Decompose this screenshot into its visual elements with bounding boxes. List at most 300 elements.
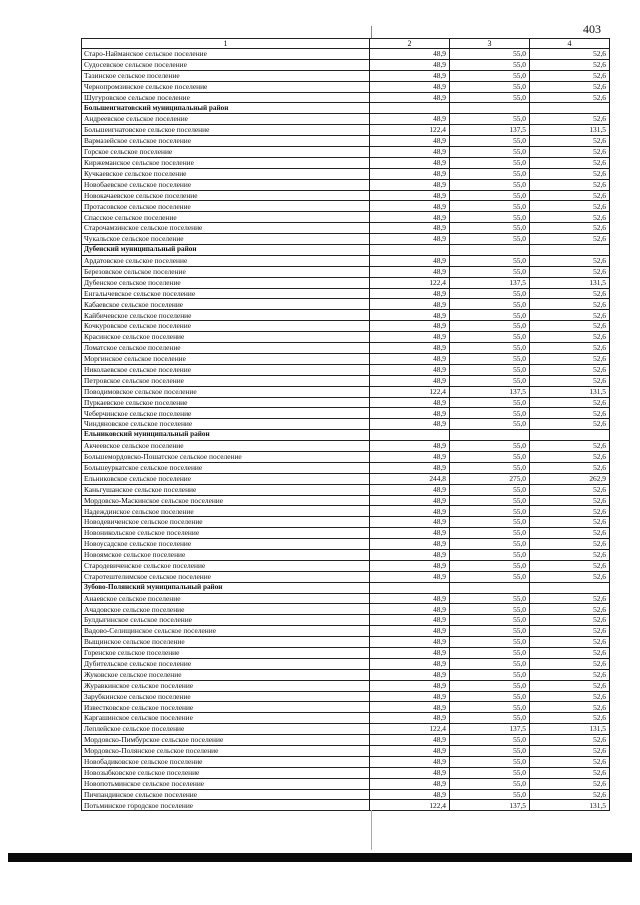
value-col4-cell: 52,6 — [530, 364, 610, 375]
value-col2-cell: 48,9 — [370, 92, 450, 103]
settlement-name-cell: Зубово-Полянский муниципальный район — [82, 582, 370, 593]
value-col2-cell: 48,9 — [370, 604, 450, 615]
value-col2-cell: 48,9 — [370, 680, 450, 691]
value-col4-cell: 52,6 — [530, 49, 610, 60]
settlement-name-cell: Кабаевское сельское поселение — [82, 299, 370, 310]
table-row — [82, 746, 610, 757]
value-col3-cell: 55,0 — [450, 288, 530, 299]
settlement-name-cell: Старо-Найманское сельское поселение — [82, 49, 370, 60]
value-col2-cell: 48,9 — [370, 647, 450, 658]
table-row — [82, 637, 610, 648]
value-col2-cell: 48,9 — [370, 517, 450, 528]
settlement-name-cell: Новодевиченское сельское поселение — [82, 517, 370, 528]
table-row — [82, 604, 610, 615]
value-col2-cell: 48,9 — [370, 528, 450, 539]
value-col4-cell: 52,6 — [530, 549, 610, 560]
value-col2-cell: 122,4 — [370, 800, 450, 811]
value-col4-cell: 52,6 — [530, 647, 610, 658]
value-col4-cell — [530, 430, 610, 441]
value-col4-cell — [530, 582, 610, 593]
settlement-name-cell: Ломатское сельское поселение — [82, 343, 370, 354]
table-row — [82, 767, 610, 778]
value-col3-cell: 55,0 — [450, 713, 530, 724]
value-col4-cell: 52,6 — [530, 81, 610, 92]
value-col2-cell: 48,9 — [370, 462, 450, 473]
value-col4-cell: 52,6 — [530, 462, 610, 473]
value-col3-cell — [450, 245, 530, 256]
value-col3-cell: 55,0 — [450, 702, 530, 713]
value-col2-cell — [370, 582, 450, 593]
value-col2-cell — [370, 103, 450, 114]
settlement-name-cell: Жуковское сельское поселение — [82, 669, 370, 680]
value-col2-cell: 48,9 — [370, 735, 450, 746]
settlement-name-cell: Шугуровское сельское поселение — [82, 92, 370, 103]
value-col3-cell: 55,0 — [450, 223, 530, 234]
table-row — [82, 593, 610, 604]
value-col2-cell: 48,9 — [370, 593, 450, 604]
settlement-name-cell: Кочкуровское сельское поселение — [82, 321, 370, 332]
table-row — [82, 386, 610, 397]
table-row — [82, 147, 610, 158]
value-col3-cell: 55,0 — [450, 343, 530, 354]
value-col4-cell: 52,6 — [530, 136, 610, 147]
value-col2-cell: 48,9 — [370, 789, 450, 800]
value-col2-cell: 48,9 — [370, 408, 450, 419]
settlement-name-cell: Каргашинское сельское поселение — [82, 713, 370, 724]
value-col3-cell: 55,0 — [450, 310, 530, 321]
value-col3-cell: 55,0 — [450, 234, 530, 245]
value-col4-cell: 52,6 — [530, 266, 610, 277]
value-col3-cell: 55,0 — [450, 604, 530, 615]
value-col2-cell: 122,4 — [370, 277, 450, 288]
value-col4-cell: 52,6 — [530, 419, 610, 430]
value-col4-cell: 52,6 — [530, 451, 610, 462]
table-row — [82, 343, 610, 354]
value-col3-cell: 55,0 — [450, 81, 530, 92]
table-row — [82, 353, 610, 364]
value-col2-cell: 48,9 — [370, 266, 450, 277]
value-col4-cell: 52,6 — [530, 713, 610, 724]
settlement-name-cell: Чукальское сельское поселение — [82, 234, 370, 245]
settlement-name-cell: Протасовское сельское поселение — [82, 201, 370, 212]
value-col2-cell: 48,9 — [370, 560, 450, 571]
value-col4-cell: 52,6 — [530, 310, 610, 321]
value-col4-cell: 52,6 — [530, 288, 610, 299]
settlement-name-cell: Кучкаевское сельское поселение — [82, 168, 370, 179]
value-col4-cell: 52,6 — [530, 201, 610, 212]
settlement-name-cell: Мордовско-Полянское сельское поселение — [82, 746, 370, 757]
settlement-name-cell: Новокачаевское сельское поселение — [82, 190, 370, 201]
settlement-name-cell: Березовское сельское поселение — [82, 266, 370, 277]
value-col4-cell: 52,6 — [530, 92, 610, 103]
value-col2-cell: 48,9 — [370, 114, 450, 125]
table-row — [82, 451, 610, 462]
table-row — [82, 364, 610, 375]
value-col3-cell: 55,0 — [450, 70, 530, 81]
vertical-scan-mark — [371, 26, 372, 38]
value-col3-cell: 55,0 — [450, 746, 530, 757]
column-header-3: 3 — [450, 39, 530, 49]
value-col3-cell: 55,0 — [450, 658, 530, 669]
value-col3-cell: 55,0 — [450, 375, 530, 386]
value-col4-cell: 52,6 — [530, 147, 610, 158]
table-row — [82, 332, 610, 343]
settlement-name-cell: Зарубкинское сельское поселение — [82, 691, 370, 702]
settlement-name-cell: Потьминское городское поселение — [82, 800, 370, 811]
value-col4-cell: 52,6 — [530, 702, 610, 713]
value-col4-cell: 52,6 — [530, 332, 610, 343]
value-col2-cell: 48,9 — [370, 658, 450, 669]
table-row — [82, 441, 610, 452]
settlement-name-cell: Надеждинское сельское поселение — [82, 506, 370, 517]
table-row — [82, 234, 610, 245]
value-col2-cell: 48,9 — [370, 49, 450, 60]
value-col4-cell: 131,5 — [530, 125, 610, 136]
page-number: 403 — [583, 22, 601, 36]
table-row — [82, 168, 610, 179]
value-col2-cell: 48,9 — [370, 441, 450, 452]
value-col4-cell: 52,6 — [530, 746, 610, 757]
value-col3-cell: 55,0 — [450, 212, 530, 223]
table-row — [82, 517, 610, 528]
table-row — [82, 157, 610, 168]
table-row — [82, 778, 610, 789]
value-col2-cell: 48,9 — [370, 767, 450, 778]
table-row — [82, 190, 610, 201]
value-col2-cell: 48,9 — [370, 495, 450, 506]
value-col2-cell: 48,9 — [370, 778, 450, 789]
value-col3-cell: 55,0 — [450, 408, 530, 419]
value-col3-cell: 55,0 — [450, 549, 530, 560]
table-row — [82, 114, 610, 125]
district-heading-row — [82, 582, 610, 593]
value-col3-cell: 55,0 — [450, 767, 530, 778]
value-col3-cell — [450, 430, 530, 441]
table-row — [82, 179, 610, 190]
settlement-name-cell: Горское сельское поселение — [82, 147, 370, 158]
table-row — [82, 484, 610, 495]
value-col4-cell: 52,6 — [530, 778, 610, 789]
settlement-name-cell: Стародевиченское сельское поселение — [82, 560, 370, 571]
value-col4-cell: 52,6 — [530, 59, 610, 70]
settlement-name-cell: Анаевское сельское поселение — [82, 593, 370, 604]
table-row — [82, 266, 610, 277]
table-row — [82, 735, 610, 746]
value-col4-cell: 131,5 — [530, 724, 610, 735]
value-col3-cell — [450, 103, 530, 114]
value-col3-cell: 55,0 — [450, 647, 530, 658]
table-row — [82, 789, 610, 800]
value-col3-cell: 55,0 — [450, 136, 530, 147]
table-row — [82, 549, 610, 560]
table-row — [82, 669, 610, 680]
value-col2-cell: 48,9 — [370, 637, 450, 648]
value-col4-cell: 52,6 — [530, 637, 610, 648]
value-col2-cell: 48,9 — [370, 201, 450, 212]
value-col2-cell: 48,9 — [370, 190, 450, 201]
table-row — [82, 571, 610, 582]
value-col4-cell: 52,6 — [530, 528, 610, 539]
value-col2-cell: 48,9 — [370, 702, 450, 713]
settlement-name-cell: Киржеманское сельское поселение — [82, 157, 370, 168]
table-row — [82, 375, 610, 386]
table-row — [82, 59, 610, 70]
value-col4-cell: 52,6 — [530, 441, 610, 452]
value-col3-cell: 55,0 — [450, 528, 530, 539]
value-col4-cell: 131,5 — [530, 800, 610, 811]
table-row — [82, 702, 610, 713]
settlement-name-cell: Ардатовское сельское поселение — [82, 255, 370, 266]
value-col3-cell: 55,0 — [450, 419, 530, 430]
value-col2-cell: 48,9 — [370, 310, 450, 321]
settlement-name-cell: Кайбичевское сельское поселение — [82, 310, 370, 321]
value-col2-cell: 48,9 — [370, 81, 450, 92]
value-col4-cell: 52,6 — [530, 571, 610, 582]
settlement-name-cell: Дубительское сельское поселение — [82, 658, 370, 669]
value-col4-cell: 52,6 — [530, 212, 610, 223]
district-heading-row — [82, 430, 610, 441]
value-col4-cell: 52,6 — [530, 114, 610, 125]
settlement-name-cell: Ачадовское сельское поселение — [82, 604, 370, 615]
value-col4-cell: 52,6 — [530, 789, 610, 800]
value-col2-cell: 48,9 — [370, 756, 450, 767]
settlement-name-cell: Новоямское сельское поселение — [82, 549, 370, 560]
settlement-name-cell: Чернопромзинское сельское поселение — [82, 81, 370, 92]
value-col3-cell: 55,0 — [450, 255, 530, 266]
value-col3-cell: 55,0 — [450, 789, 530, 800]
value-col2-cell: 48,9 — [370, 397, 450, 408]
value-col4-cell: 52,6 — [530, 70, 610, 81]
settlement-name-cell: Пичпандинское сельское поселение — [82, 789, 370, 800]
value-col2-cell: 48,9 — [370, 353, 450, 364]
value-col3-cell: 137,5 — [450, 386, 530, 397]
value-col3-cell: 55,0 — [450, 353, 530, 364]
value-col2-cell: 48,9 — [370, 288, 450, 299]
value-col2-cell: 48,9 — [370, 168, 450, 179]
value-col2-cell: 48,9 — [370, 539, 450, 550]
value-col4-cell: 52,6 — [530, 190, 610, 201]
table-row — [82, 49, 610, 60]
table-row — [82, 539, 610, 550]
table-row — [82, 506, 610, 517]
value-col3-cell: 55,0 — [450, 560, 530, 571]
value-col3-cell: 55,0 — [450, 571, 530, 582]
table-row — [82, 310, 610, 321]
table-row — [82, 560, 610, 571]
value-col3-cell: 55,0 — [450, 517, 530, 528]
value-col2-cell: 48,9 — [370, 669, 450, 680]
value-col4-cell: 52,6 — [530, 517, 610, 528]
value-col2-cell: 122,4 — [370, 386, 450, 397]
value-col4-cell: 52,6 — [530, 223, 610, 234]
table-row — [82, 419, 610, 430]
value-col2-cell: 48,9 — [370, 571, 450, 582]
value-col4-cell: 52,6 — [530, 321, 610, 332]
value-col3-cell: 55,0 — [450, 462, 530, 473]
value-col4-cell: 52,6 — [530, 157, 610, 168]
value-col4-cell: 52,6 — [530, 375, 610, 386]
value-col3-cell: 55,0 — [450, 778, 530, 789]
value-col2-cell: 48,9 — [370, 157, 450, 168]
settlement-name-cell: Вармазейское сельское поселение — [82, 136, 370, 147]
table-header-row — [82, 39, 610, 49]
table-row — [82, 397, 610, 408]
settlement-name-cell: Пуркаевское сельское поселение — [82, 397, 370, 408]
table-row — [82, 724, 610, 735]
settlement-name-cell: Дубенское сельское поселение — [82, 277, 370, 288]
value-col3-cell: 55,0 — [450, 593, 530, 604]
value-col3-cell: 55,0 — [450, 397, 530, 408]
value-col2-cell: 48,9 — [370, 451, 450, 462]
table-row — [82, 136, 610, 147]
value-col2-cell: 48,9 — [370, 223, 450, 234]
table-row — [82, 713, 610, 724]
settlement-name-cell: Поводимовское сельское поселение — [82, 386, 370, 397]
settlement-name-cell: Спасское сельское поселение — [82, 212, 370, 223]
settlement-name-cell: Ельниковское сельское поселение — [82, 473, 370, 484]
value-col2-cell: 48,9 — [370, 615, 450, 626]
value-col3-cell: 55,0 — [450, 691, 530, 702]
table-row — [82, 81, 610, 92]
settlement-name-cell: Красинское сельское поселение — [82, 332, 370, 343]
table-row — [82, 201, 610, 212]
value-col4-cell: 52,6 — [530, 539, 610, 550]
value-col3-cell: 55,0 — [450, 168, 530, 179]
value-col4-cell — [530, 103, 610, 114]
value-col2-cell: 48,9 — [370, 332, 450, 343]
settlement-name-cell: Каньгушанское сельское поселение — [82, 484, 370, 495]
value-col2-cell — [370, 430, 450, 441]
settlement-name-cell: Мордовско-Маскинское сельское поселение — [82, 495, 370, 506]
value-col3-cell: 55,0 — [450, 735, 530, 746]
value-col3-cell: 55,0 — [450, 669, 530, 680]
value-col2-cell: 48,9 — [370, 713, 450, 724]
value-col3-cell: 55,0 — [450, 495, 530, 506]
value-col2-cell: 48,9 — [370, 484, 450, 495]
table-row — [82, 626, 610, 637]
value-col3-cell: 55,0 — [450, 484, 530, 495]
table-row — [82, 299, 610, 310]
value-col2-cell: 48,9 — [370, 299, 450, 310]
value-col4-cell: 52,6 — [530, 255, 610, 266]
value-col4-cell: 52,6 — [530, 669, 610, 680]
settlement-name-cell: Николаевское сельское поселение — [82, 364, 370, 375]
value-col3-cell: 55,0 — [450, 680, 530, 691]
table-row — [82, 756, 610, 767]
column-header-4: 4 — [530, 39, 610, 49]
value-col4-cell: 52,6 — [530, 506, 610, 517]
value-col4-cell: 52,6 — [530, 691, 610, 702]
value-col3-cell: 55,0 — [450, 441, 530, 452]
value-col4-cell: 52,6 — [530, 735, 610, 746]
value-col2-cell: 48,9 — [370, 746, 450, 757]
value-col3-cell: 55,0 — [450, 92, 530, 103]
settlement-name-cell: Судосевское сельское поселение — [82, 59, 370, 70]
value-col3-cell: 55,0 — [450, 179, 530, 190]
settlement-name-cell: Известковское сельское поселение — [82, 702, 370, 713]
table-row — [82, 277, 610, 288]
value-col2-cell: 48,9 — [370, 179, 450, 190]
value-col4-cell — [530, 245, 610, 256]
settlement-name-cell: Старотештелимское сельское поселение — [82, 571, 370, 582]
value-col3-cell: 55,0 — [450, 756, 530, 767]
table-row — [82, 658, 610, 669]
settlement-name-cell: Новопотьминское сельское поселение — [82, 778, 370, 789]
value-col4-cell: 52,6 — [530, 397, 610, 408]
value-col3-cell: 55,0 — [450, 190, 530, 201]
value-col2-cell: 48,9 — [370, 147, 450, 158]
table-row — [82, 800, 610, 811]
settlement-name-cell: Енгалычевское сельское поселение — [82, 288, 370, 299]
table-row — [82, 70, 610, 81]
value-col3-cell: 55,0 — [450, 59, 530, 70]
table-row — [82, 255, 610, 266]
value-col4-cell: 52,6 — [530, 353, 610, 364]
value-col4-cell: 52,6 — [530, 560, 610, 571]
value-col2-cell — [370, 245, 450, 256]
value-col2-cell: 48,9 — [370, 343, 450, 354]
value-col3-cell: 55,0 — [450, 321, 530, 332]
value-col4-cell: 52,6 — [530, 168, 610, 179]
settlement-name-cell: Ельниковский муниципальный район — [82, 430, 370, 441]
value-col3-cell: 137,5 — [450, 724, 530, 735]
value-col2-cell: 48,9 — [370, 419, 450, 430]
settlement-name-cell: Дубенский муниципальный район — [82, 245, 370, 256]
settlement-name-cell: Новобадиковское сельское поселение — [82, 756, 370, 767]
value-col4-cell: 131,5 — [530, 277, 610, 288]
value-col2-cell: 122,4 — [370, 724, 450, 735]
table-row — [82, 615, 610, 626]
district-heading-row — [82, 103, 610, 114]
value-col2-cell: 48,9 — [370, 506, 450, 517]
value-col4-cell: 52,6 — [530, 604, 610, 615]
value-col4-cell: 52,6 — [530, 408, 610, 419]
settlement-name-cell: Журавкинское сельское поселение — [82, 680, 370, 691]
value-col4-cell: 52,6 — [530, 593, 610, 604]
value-col3-cell: 55,0 — [450, 201, 530, 212]
value-col4-cell: 52,6 — [530, 767, 610, 778]
value-col3-cell — [450, 582, 530, 593]
table-row — [82, 288, 610, 299]
value-col3-cell: 55,0 — [450, 266, 530, 277]
value-col4-cell: 52,6 — [530, 626, 610, 637]
value-col2-cell: 48,9 — [370, 691, 450, 702]
settlement-name-cell: Тазинское сельское поселение — [82, 70, 370, 81]
value-col3-cell: 55,0 — [450, 114, 530, 125]
value-col4-cell: 52,6 — [530, 495, 610, 506]
table-row — [82, 495, 610, 506]
value-col4-cell: 52,6 — [530, 234, 610, 245]
value-col4-cell: 52,6 — [530, 179, 610, 190]
value-col4-cell: 52,6 — [530, 756, 610, 767]
value-col2-cell: 48,9 — [370, 136, 450, 147]
value-col2-cell: 48,9 — [370, 70, 450, 81]
settlement-name-cell: Выщинское сельское поселение — [82, 637, 370, 648]
table-row — [82, 408, 610, 419]
value-col3-cell: 137,5 — [450, 800, 530, 811]
settlement-name-cell: Моргинское сельское поселение — [82, 353, 370, 364]
settlement-name-cell: Чиндяновское сельское поселение — [82, 419, 370, 430]
value-col2-cell: 48,9 — [370, 364, 450, 375]
value-col4-cell: 52,6 — [530, 658, 610, 669]
column-header-1: 1 — [82, 39, 370, 49]
table-row — [82, 125, 610, 136]
value-col3-cell: 55,0 — [450, 637, 530, 648]
value-col3-cell: 55,0 — [450, 539, 530, 550]
settlement-name-cell: Большеигнатовский муниципальный район — [82, 103, 370, 114]
value-col2-cell: 48,9 — [370, 59, 450, 70]
value-col3-cell: 275,0 — [450, 473, 530, 484]
